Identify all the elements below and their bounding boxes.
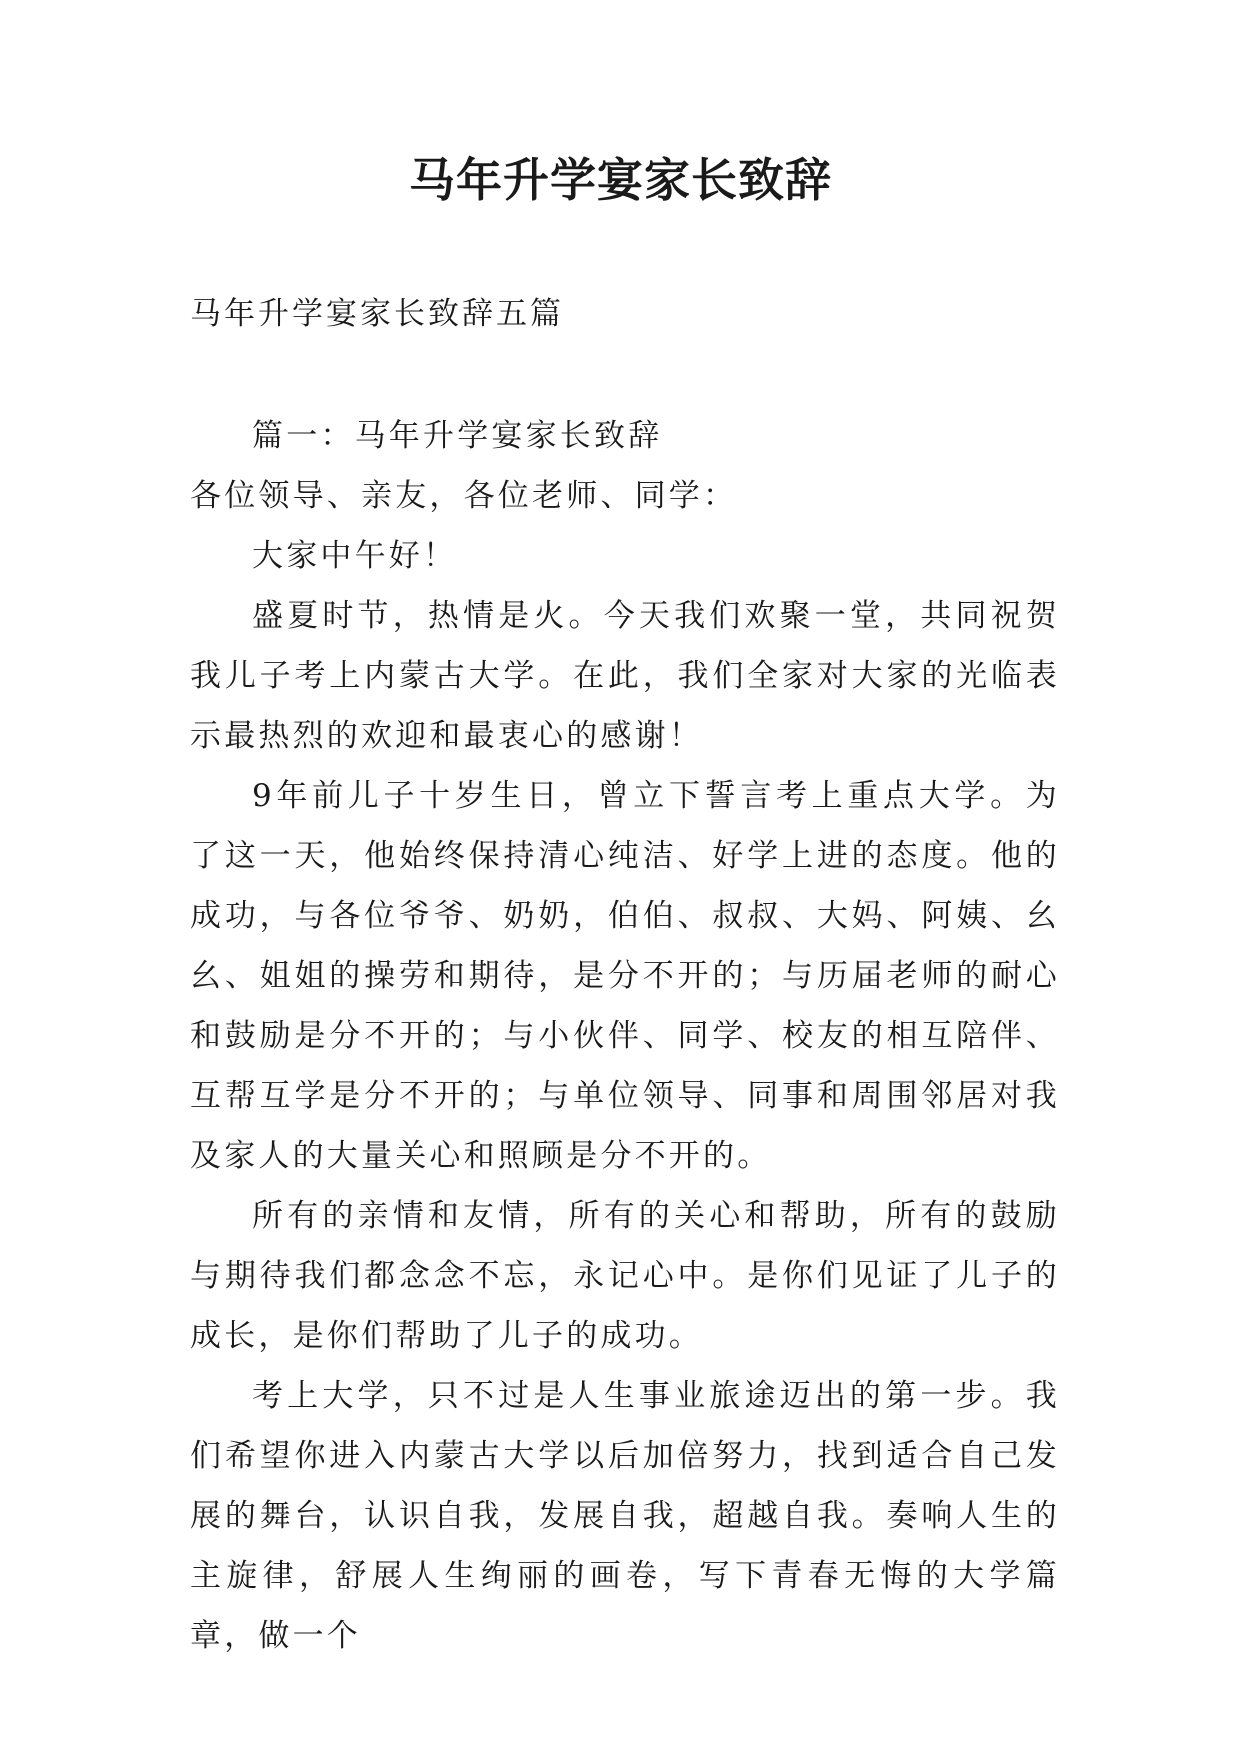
paragraph: 所有的亲情和友情，所有的关心和帮助，所有的鼓励与期待我们都念念不忘，永记心中。是你们见证了儿子的成长，是你们帮助了儿子的成功。 (190, 1198, 1060, 1354)
document-title: 马年升学宴家长致辞 (409, 153, 832, 207)
document-body (190, 406, 1060, 1666)
paragraph: 大家中午好！ (252, 538, 458, 574)
paragraph: 9年前儿子十岁生日，曾立下誓言考上重点大学。为了这一天，他始终保持清心纯洁、好学上进的态度。他的成功，与各位爷爷、奶奶，伯伯、叔叔、大妈、阿姨、幺幺、姐姐的操劳和期待，是分不开的；与历届老师的耐心和鼓励是分不开的；与小伙伴、同学、校友的相互陪伴、互帮互学是分不开的；与单位领导、同事和周围邻居对我及家人的大量关心和照顾是分不开的。 (190, 778, 1060, 1174)
salutation: 各位领导、亲友，各位老师、同学： (190, 478, 738, 514)
section-heading: 篇一：马年升学宴家长致辞 (252, 418, 663, 454)
document-subtitle: 马年升学宴家长致辞五篇 (190, 296, 564, 332)
paragraph: 盛夏时节，热情是火。今天我们欢聚一堂，共同祝贺我儿子考上内蒙古大学。在此，我们全家对大家的光临表示最热烈的欢迎和最衷心的感谢！ (190, 598, 1060, 754)
paragraph: 考上大学，只不过是人生事业旅途迈出的第一步。我们希望你进入内蒙古大学以后加倍努力，找到适合自己发展的舞台，认识自我，发展自我，超越自我。奏响人生的主旋律，舒展人生绚丽的画卷，写下青春无悔的大学篇章，做一个 (190, 1378, 1060, 1654)
